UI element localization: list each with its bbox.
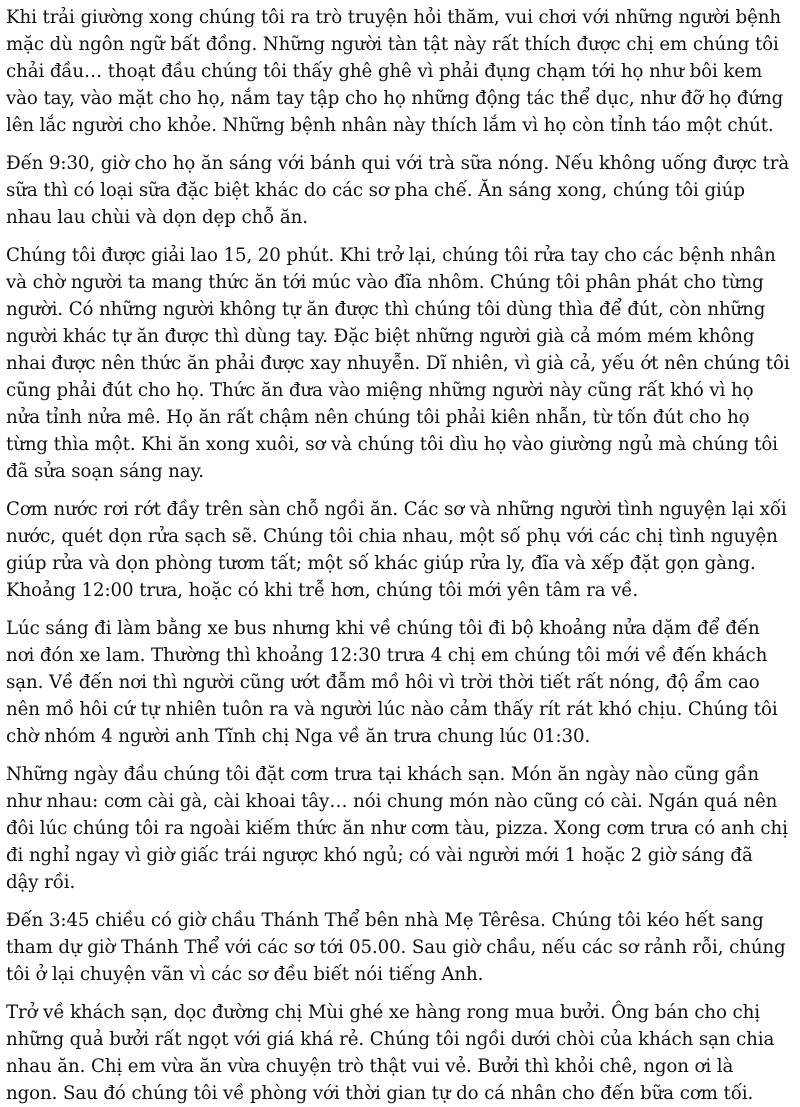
paragraph-4: Cơm nước rơi rớt đầy trên sàn chỗ ngồi ăn. Các sơ và những người tình nguyện lại xối nước, quét dọn rửa sạch sẽ. Chúng tôi chia nhau, một số phụ với các chị tình nguyện giúp rửa và dọn phòng tươm tất; một số khác giúp rửa ly, đĩa và xếp đặt gọn gàng. Khoảng 12:00 trưa, hoặc có khi trễ hơn, chúng tôi mới yên tâm ra về. bbox=[6, 499, 787, 601]
paragraph-5: Lúc sáng đi làm bằng xe bus nhưng khi về chúng tôi đi bộ khoảng nửa dặm để đến nơi đón xe lam. Thường thì khoảng 12:30 trưa 4 chị em chúng tôi mới về đến khách sạn. Về đến nơi thì người cũng ướt đẫm mồ hôi vì trời thời tiết rất nóng, độ ẩm cao nên mồ hôi cứ tự nhiên tuôn ra và người lúc nào cảm thấy rít rát khó chịu. Chúng tôi chờ nhóm 4 người anh Tĩnh chị Nga về ăn trưa chung lúc 01:30. bbox=[6, 618, 778, 747]
paragraph-7: Đến 3:45 chiều có giờ chầu Thánh Thể bên nhà Mẹ Têrêsa. Chúng tôi kéo hết sang tham dự giờ Thánh Thể với các sơ tới 05.00. Sau giờ chầu, nếu các sơ rảnh rỗi, chúng tôi ở lại chuyện vãn vì các sơ đều biết nói tiếng Anh. bbox=[6, 910, 786, 985]
paragraph-3: Chúng tôi được giải lao 15, 20 phút. Khi trở lại, chúng tôi rửa tay cho các bệnh nhân và chờ người ta mang thức ăn tới múc vào đĩa nhôm. Chúng tôi phân phát cho từng người. Có những người không tự ăn được thì chúng tôi dùng thìa để đút, còn những người khác tự ăn được thì dùng tay. Đặc biệt những người già cả móm mém không nhai được nên thức ăn phải được xay nhuyễn. Dĩ nhiên, vì già cả, yếu ớt nên chúng tôi cũng phải đút cho họ. Thức ăn đưa vào miệng những người này cũng rất khó vì họ nửa tỉnh nửa mê. Họ ăn rất chậm nên chúng tôi phải kiên nhẫn, từ tốn đút cho họ từng thìa một. Khi ăn xong xuôi, sơ và chúng tôi dìu họ vào giường ngủ mà chúng tôi đã sửa soạn sáng nay. bbox=[6, 245, 790, 482]
document-page bbox=[0, 4, 800, 1104]
paragraph-8: Trở về khách sạn, dọc đường chị Mùi ghé xe hàng rong mua bưởi. Ông bán cho chị những quả bưởi rất ngọt với giá khá rẻ. Chúng tôi ngồi dưới chòi của khách sạn chia nhau ăn. Chị em vừa ăn vừa chuyện trò thật vui vẻ. Bưởi thì khỏi chê, ngon ơi là ngon. Sau đó chúng tôi về phòng với thời gian tự do cá nhân cho đến bữa cơm tối. bbox=[6, 1002, 775, 1104]
paragraph-2: Đến 9:30, giờ cho họ ăn sáng với bánh qui với trà sữa nóng. Nếu không uống được trà sữa thì có loại sữa đặc biệt khác do các sơ pha chế. Ăn sáng xong, chúng tôi giúp nhau lau chùi và dọn dẹp chỗ ăn. bbox=[6, 153, 790, 228]
paragraph-1: Khi trải giường xong chúng tôi ra trò truyện hỏi thăm, vui chơi với những người bệnh mặc dù ngôn ngữ bất đồng. Những người tàn tật này rất thích được chị em chúng tôi chải đầu… thoạt đầu chúng tôi thấy ghê ghê vì phải đụng chạm tới họ như bôi kem vào tay, vào mặt cho họ, nắm tay tập cho họ những động tác thể dục, như đỡ họ đứng lên lắc người cho khỏe. Những bệnh nhân này thích lắm vì họ còn tỉnh táo một chút. bbox=[6, 7, 784, 136]
paragraph-6: Những ngày đầu chúng tôi đặt cơm trưa tại khách sạn. Món ăn ngày nào cũng gần như nhau: cơm cài gà, cài khoai tây… nói chung món nào cũng có cài. Ngán quá nên đôi lúc chúng tôi ra ngoài kiếm thức ăn như cơm tàu, pizza. Xong cơm trưa có anh chị đi nghỉ ngay vì giờ giấc trái ngược khó ngủ; có vài người mới 1 hoặc 2 giờ sáng đã dậy rồi. bbox=[6, 764, 788, 893]
